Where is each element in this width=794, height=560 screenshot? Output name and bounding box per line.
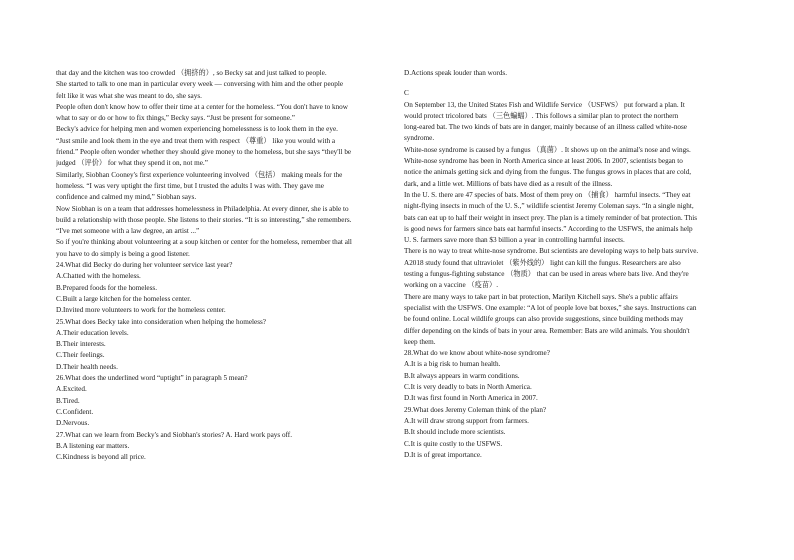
text-line: C.It is very deadly to bats in North America. [404, 383, 532, 392]
text-line: C.It is quite costly to the USFWS. [404, 439, 503, 448]
text-line: A.Chatted with the homeless. [56, 272, 141, 281]
text-line: 28.What do we know about white-nose syndrome? [404, 349, 550, 358]
text-line: C.Confident. [56, 407, 94, 416]
text-line: D.Their health needs. [56, 362, 118, 371]
right-column [404, 68, 740, 461]
text-line: A.Excited. [56, 385, 87, 394]
text-line: night-flying insects in much of the U. S.,” wildlife scientist Jeremy Coleman says. “In a single night, [404, 202, 694, 211]
text-line: notice the animals getting sick and dying from the fungus. The fungus grows in places that are cold, [404, 168, 692, 177]
text-line: felt like it was what she was meant to do, she says. [56, 91, 202, 100]
text-line: C.Kindness is beyond all price. [56, 453, 146, 462]
text-line: be found online. Local wildlife groups can also provide suggestions, since building methods may [404, 315, 684, 324]
text-line: In the U. S. there are 47 species of bats. Most of them prey on （捕食） harmful insects. “They eat [404, 190, 691, 199]
text-line: White-nose syndrome is caused by a fungus （真菌）. It shows up on the animal's nose and wings. [404, 145, 691, 154]
text-line: friend.” People often wonder whether they should give money to the homeless, but she says “they'll be [56, 148, 352, 157]
text-line: A.It will draw strong support from farmers. [404, 416, 529, 425]
section-letter: C [404, 89, 409, 98]
text-line: There are many ways to take part in bat protection, Marilyn Kitchell says. She's a public affairs [404, 292, 678, 301]
text-line: A.Their education levels. [56, 328, 129, 337]
text-line: homeless. “I was very uptight the first time, but I trusted the adults I was with. They gave me [56, 181, 324, 190]
text-line: 25.What does Becky take into consideration when helping the homeless? [56, 317, 266, 326]
text-line: what to say or do or how to fix things,” Becky says. “Just be present for someone.” [56, 114, 295, 123]
text-line: working on a vaccine （疫苗）. [404, 281, 499, 290]
text-line: Becky's advice for helping men and women experiencing homelessness is to look them in the eye. [56, 125, 338, 134]
text-line: B.Tired. [56, 396, 80, 405]
text-line: On September 13, the United States Fish and Wildlife Service （USFWS） put forward a plan. It [404, 100, 685, 109]
text-line: syndrome. [404, 134, 435, 143]
text-line: D.Actions speak louder than words. [404, 69, 508, 77]
text-line: B.Prepared foods for the homeless. [56, 283, 158, 292]
text-line: dark, and a little wet. Millions of bats have died as a result of the illness. [404, 179, 613, 188]
text-line: D.Nervous. [56, 419, 90, 428]
text-line: specialist with the USFWS. One example: “A lot of people love bat boxes,” she says. Instructions can [404, 303, 697, 312]
text-line: So if you're thinking about volunteering at a soup kitchen or center for the homeless, remember that all [56, 238, 352, 247]
text-line: 24.What did Becky do during her volunteer service last year? [56, 261, 233, 270]
text-line: People often don't know how to offer their time at a center for the homeless. “You don't have to know [56, 102, 348, 111]
text-line: you have to do simply is being a good listener. [56, 249, 190, 258]
text-line: that day and the kitchen was too crowded （拥挤的）, so Becky sat and just talked to people. [56, 69, 327, 77]
text-line: “Just smile and look them in the eye and treat them with respect （尊重） like you would with a [56, 136, 336, 145]
text-line: testing a fungus-fighting substance （物质） that can be used in areas where bats live. And they're [404, 270, 689, 279]
text-line: “I've met someone with a law degree, an artist ...” [56, 227, 200, 236]
text-line: is good news for farmers since bats eat harmful insects.” According to the USFWS, the animals help [404, 224, 693, 233]
text-line: judged （评价） for what they spend it on, not me.” [56, 159, 208, 168]
text-line: 27.What can we learn from Becky's and Siobhan's stories? A. Hard work pays off. [56, 430, 292, 439]
section-gap [404, 79, 740, 88]
text-line: She started to talk to one man in particular every week — conversing with him and the other people [56, 80, 344, 89]
text-line: U. S. farmers save more than $3 billion a year in controlling harmful insects. [404, 236, 625, 245]
text-line: build a relationship with those people. She listens to their stories. “It is so interesting,” she remembers. [56, 215, 352, 224]
text-line: There is no way to treat white-nose syndrome. But scientists are developing ways to help bats survive. [404, 247, 699, 256]
text-line: D.It was first found in North America in 2007. [404, 394, 538, 403]
text-line: B.Their interests. [56, 340, 106, 349]
text-line: 26.What does the underlined word “uptight” in paragraph 5 mean? [56, 374, 248, 383]
text-line: A2018 study found that ultraviolet （紫外线的） light can kill the fungus. Researchers are also [404, 258, 681, 267]
text-line: D.It is of great importance. [404, 450, 482, 459]
text-line: C.Their feelings. [56, 351, 105, 360]
text-line: A.It is a big risk to human health. [404, 360, 501, 369]
text-line: 29.What does Jeremy Coleman think of the plan? [404, 405, 547, 414]
left-column [56, 68, 392, 463]
text-line: B.It should include more scientists. [404, 428, 506, 437]
text-line: B.It always appears in warm conditions. [404, 371, 520, 380]
text-line: long-eared bat. The two kinds of bats are in danger, mainly because of an illness called white-nose [404, 123, 687, 132]
text-line: White-nose syndrome has been in North America since at least 2006. In 2007, scientists began to [404, 157, 683, 166]
text-line: D.Invited more volunteers to work for the homeless center. [56, 306, 226, 315]
text-line: C.Built a large kitchen for the homeless center. [56, 294, 191, 303]
text-line: differ depending on the kinds of bats in your area. Remember: Bats are wild animals. You shouldn't [404, 326, 690, 335]
text-line: Now Siobhan is on a team that addresses homelessness in Philadelphia. At every dinner, she is able to [56, 204, 349, 213]
text-line: would protect tricolored bats （三色蝙蝠）. This follows a similar plan to protect the northern [404, 111, 679, 120]
text-line: B.A listening ear matters. [56, 441, 130, 450]
text-line: confidence and calmed my mind,” Siobhan says. [56, 193, 197, 202]
text-line: keep them. [404, 337, 436, 346]
text-line: Similarly, Siobhan Cooney's first experience volunteering involved （包括） making meals for the [56, 170, 343, 179]
text-line: bats can eat up to half their weight in insect prey. The plan is a timely reminder of bat protection. This [404, 213, 698, 222]
